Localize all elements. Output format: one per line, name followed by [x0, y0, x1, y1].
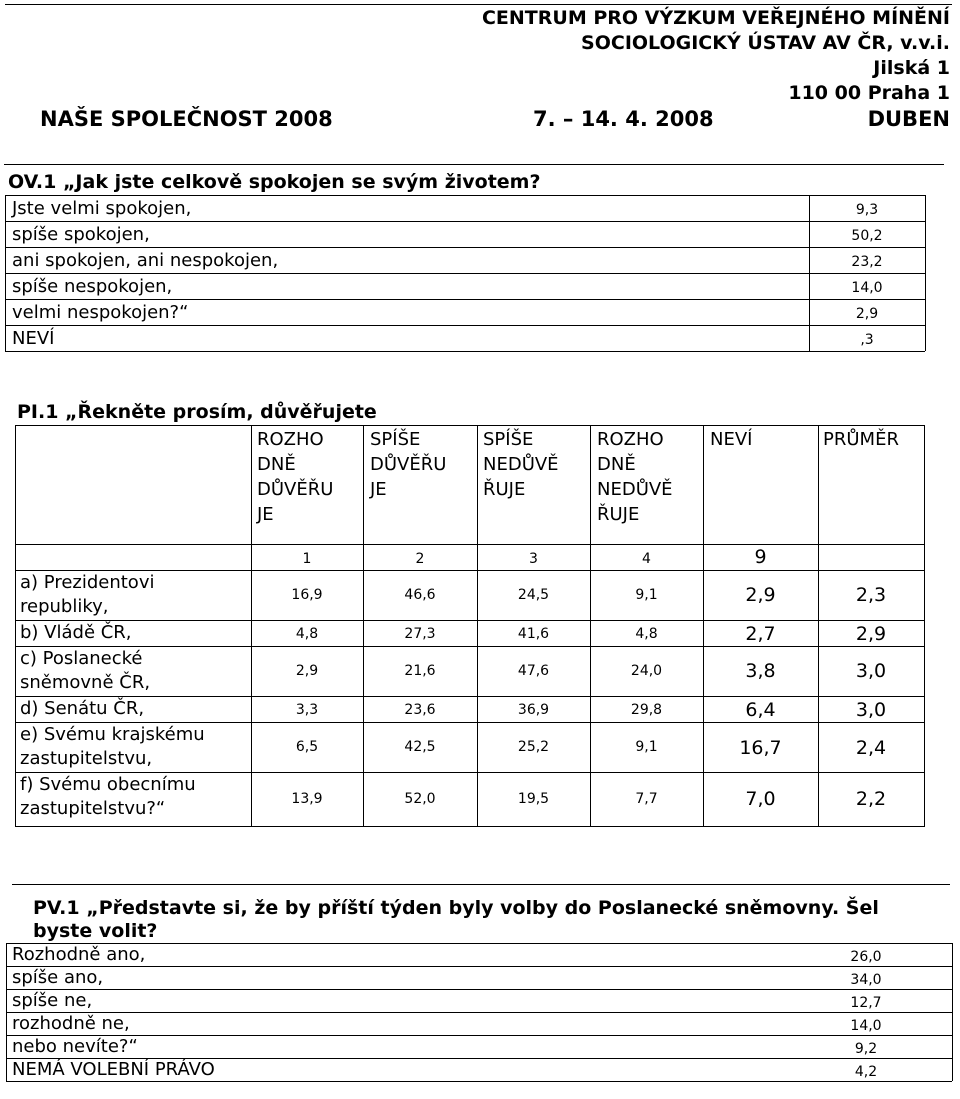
pi1-code: 3: [529, 551, 538, 567]
pi1-cell: 42,5: [404, 739, 436, 755]
pi1-col-header: SPÍŠE NEDŮVĚ ŘUJE: [483, 429, 559, 500]
pi1-code: 1: [302, 551, 312, 567]
pv1-row-label: NEMÁ VOLEBNÍ PRÁVO: [12, 1059, 215, 1080]
pi1-cell: 3,8: [745, 660, 776, 682]
ov1-row-value: 9,3: [855, 202, 879, 218]
pv1-question: PV.1 „Představte si, že by příští týden byly volby do Poslanecké sněmovny. Šel: [33, 897, 879, 919]
ov1-row-label: velmi nespokojen?“: [12, 302, 189, 323]
pi1-cell: 7,7: [635, 791, 658, 807]
pv1-row-value: 9,2: [854, 1041, 878, 1057]
pi1-cell: 2,9: [745, 584, 776, 606]
ov1-row-value: 23,2: [851, 254, 883, 270]
pv1-row-label: rozhodně ne,: [12, 1013, 130, 1034]
ov1-top-rule: [4, 164, 944, 165]
pi1-cell: 52,0: [404, 791, 436, 807]
pi1-row-label: a) Prezidentovi: [20, 572, 155, 593]
pi1-cell: 2,9: [295, 663, 319, 679]
ov1-row-label: spíše spokojen,: [12, 224, 150, 245]
pi1-cell: 2,2: [855, 788, 887, 810]
pv1-row-value: 4,2: [854, 1064, 878, 1080]
pi1-cell: 27,3: [404, 626, 436, 642]
pi1-col-header: SPÍŠE DŮVĚŘU JE: [370, 429, 447, 500]
pv1-question-cont: byste volit?: [33, 920, 158, 942]
pi1-cell: 29,8: [630, 702, 663, 718]
pi1-cell: 36,9: [517, 702, 550, 718]
pv1-row-value: 14,0: [850, 1018, 882, 1034]
pv1-row-label: nebo nevíte?“: [12, 1036, 138, 1057]
pi1-cell: 7,0: [745, 788, 776, 810]
survey-name: NAŠE SPOLEČNOST 2008: [40, 107, 333, 131]
pi1-row-label-cont: zastupitelstvu,: [20, 748, 153, 769]
pi1-col-header: ROZHO DNĚ DŮVĚŘU JE: [257, 429, 334, 525]
pi1-cell: 2,9: [855, 623, 887, 645]
pv1-row-value: 26,0: [850, 949, 882, 965]
pv1-row-label: Rozhodně ano,: [12, 944, 146, 965]
pi1-col-header: PRŮMĚR: [823, 429, 899, 450]
pi1-col-header: NEVÍ: [710, 429, 753, 450]
pi1-row-label-cont: zastupitelstvu?“: [20, 798, 166, 819]
survey-month: DUBEN: [867, 107, 950, 131]
pi1-cell: 47,6: [517, 663, 550, 679]
pi1-cell: 16,9: [291, 587, 323, 603]
pi1-cell: 23,6: [404, 702, 436, 718]
top-rule: [5, 4, 952, 5]
survey-dates: 7. – 14. 4. 2008: [533, 107, 714, 131]
pi1-cell: 21,6: [404, 663, 436, 679]
pi1-cell: 4,8: [635, 626, 658, 642]
pi1-cell: 9,1: [635, 587, 658, 603]
ov1-row-value: 2,9: [855, 306, 879, 322]
pi1-code: 2: [415, 551, 425, 567]
ov1-row-label: NEVÍ: [12, 328, 55, 349]
pi1-cell: 3,3: [295, 702, 319, 718]
pi1-row-label-cont: sněmovně ČR,: [20, 672, 151, 693]
pi1-cell: 2,4: [855, 737, 887, 759]
ov1-row-value: 14,0: [851, 280, 883, 296]
pv1-row-value: 34,0: [850, 972, 882, 988]
pi1-code: 4: [642, 551, 651, 567]
pi1-row-label: f) Svému obecnímu: [20, 774, 196, 795]
pi1-row-label: c) Poslanecké: [20, 648, 143, 669]
ov1-row-value: 50,2: [851, 228, 883, 244]
pi1-cell: 25,2: [517, 739, 550, 755]
ov1-row-label: ani spokojen, ani nespokojen,: [12, 250, 279, 271]
pi1-row-label: d) Senátu ČR,: [20, 698, 145, 719]
ov1-question: OV.1 „Jak jste celkově spokojen se svým životem?: [8, 171, 541, 193]
org-street: Jilská 1: [873, 57, 950, 79]
pi1-cell: 16,7: [739, 737, 782, 759]
pi1-cell: 41,6: [517, 626, 550, 642]
pi1-cell: 3,0: [855, 699, 887, 721]
pi1-cell: 6,5: [295, 739, 319, 755]
pi1-row-label: b) Vládě ČR,: [20, 622, 132, 643]
pi1-cell: 24,0: [630, 663, 663, 679]
pi1-row-label: e) Svému krajskému: [20, 724, 205, 745]
pi1-cell: 2,7: [745, 623, 776, 645]
pi1-question: PI.1 „Řekněte prosím, důvěřujete: [17, 401, 377, 423]
pi1-code: 9: [754, 546, 767, 568]
pi1-cell: 3,0: [855, 660, 887, 682]
pv1-row-value: 12,7: [850, 995, 882, 1011]
ov1-row-label: Jste velmi spokojen,: [12, 198, 192, 219]
pi1-cell: 9,1: [635, 739, 658, 755]
org-institute: SOCIOLOGICKÝ ÚSTAV AV ČR, v.v.i.: [581, 32, 950, 54]
pi1-cell: 6,4: [745, 699, 776, 721]
ov1-row-value: ,3: [860, 332, 874, 348]
pi1-cell: 13,9: [291, 791, 323, 807]
pi1-cell: 19,5: [517, 791, 550, 807]
org-city: 110 00 Praha 1: [788, 82, 950, 104]
pi1-col-header: ROZHO DNĚ NEDŮVĚ ŘUJE: [597, 429, 673, 525]
pi1-row-label-cont: republiky,: [20, 596, 109, 617]
pv1-top-rule: [12, 884, 950, 885]
pi1-cell: 4,8: [295, 626, 319, 642]
pv1-row-label: spíše ne,: [12, 990, 93, 1011]
pi1-cell: 2,3: [855, 584, 887, 606]
pi1-cell: 46,6: [404, 587, 436, 603]
org-name: CENTRUM PRO VÝZKUM VEŘEJNÉHO MÍNĚNÍ: [481, 7, 950, 29]
pi1-cell: 24,5: [517, 587, 550, 603]
ov1-row-label: spíše nespokojen,: [12, 276, 173, 297]
pv1-row-label: spíše ano,: [12, 967, 104, 988]
